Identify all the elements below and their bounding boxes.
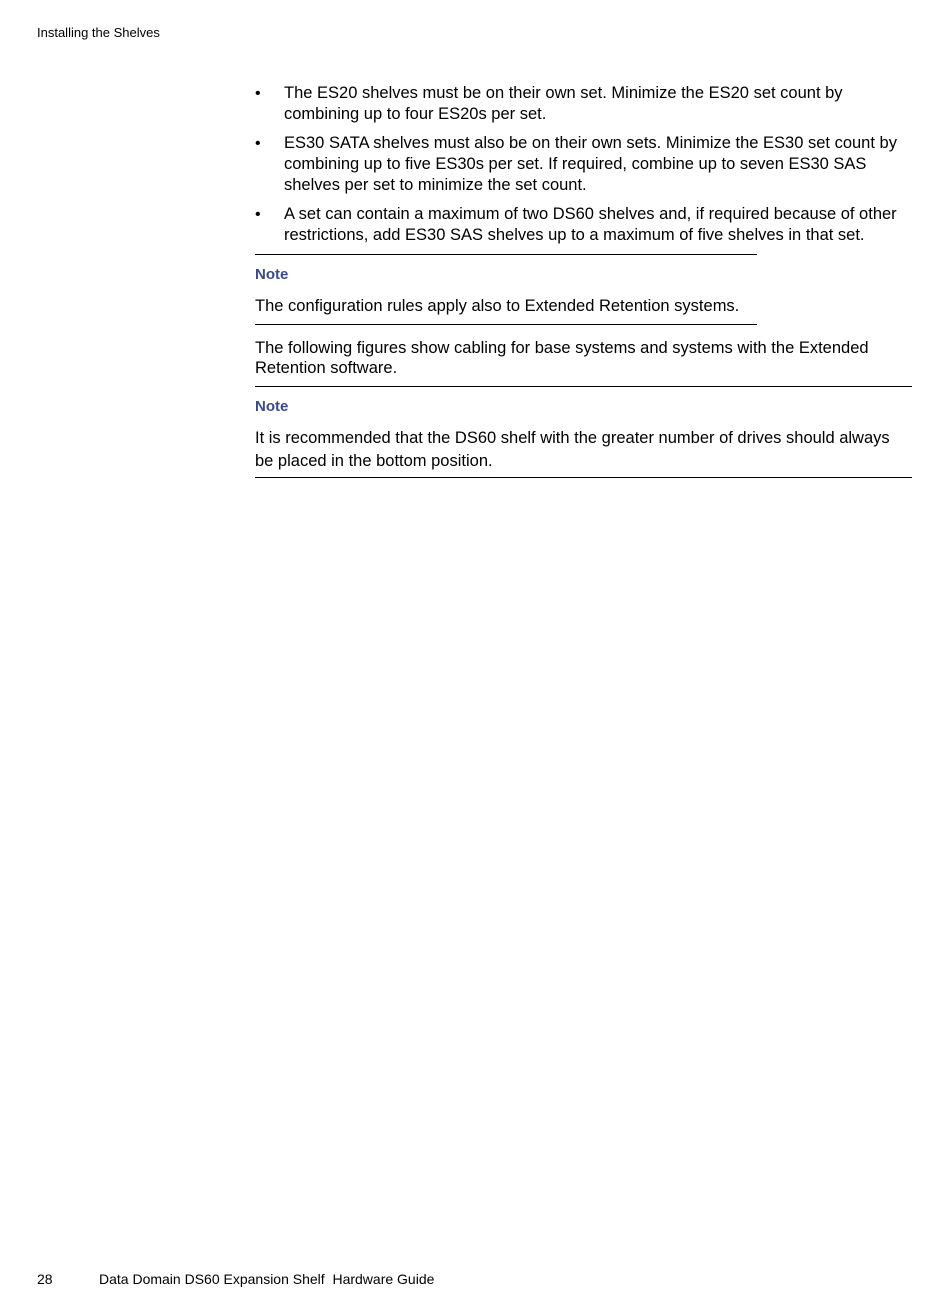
list-item-text: ES30 SATA shelves must also be on their own sets. Minimize the ES30 set count by combining up to five ES30s per set. If required, combine up to seven ES30 SAS shelves per set to minimize the set count.: [284, 134, 897, 194]
list-item-text: The ES20 shelves must be on their own set. Minimize the ES20 set count by combining up to four ES20s per set.: [284, 84, 843, 123]
note-text: It is recommended that the DS60 shelf with the greater number of drives should always be placed in the bottom position.: [255, 429, 890, 470]
list-item: [255, 133, 915, 196]
list-item-text: A set can contain a maximum of two DS60 shelves and, if required because of other restrictions, add ES30 SAS shelves up to a maximum of five shelves in that set.: [284, 205, 897, 244]
note-label: Note: [255, 266, 289, 283]
footer-doc-title: Data Domain DS60 Expansion Shelf Hardware Guide: [99, 1271, 435, 1287]
note-box-ds60-position: [255, 386, 912, 478]
page-number: 28: [37, 1271, 53, 1287]
running-header: Installing the Shelves: [37, 25, 160, 40]
note-text: The configuration rules apply also to Extended Retention systems.: [255, 297, 740, 315]
note-label: Note: [255, 398, 289, 415]
list-item: [255, 204, 915, 246]
bullet-icon: •: [255, 85, 261, 102]
bullet-icon: •: [255, 206, 261, 223]
bullet-icon: •: [255, 135, 261, 152]
page-content: [255, 83, 915, 478]
configuration-rules-list: [255, 83, 915, 246]
list-item: [255, 83, 915, 125]
body-paragraph: The following figures show cabling for base systems and systems with the Extended Retention software.: [255, 339, 869, 377]
note-box-extended-retention: [255, 254, 757, 325]
